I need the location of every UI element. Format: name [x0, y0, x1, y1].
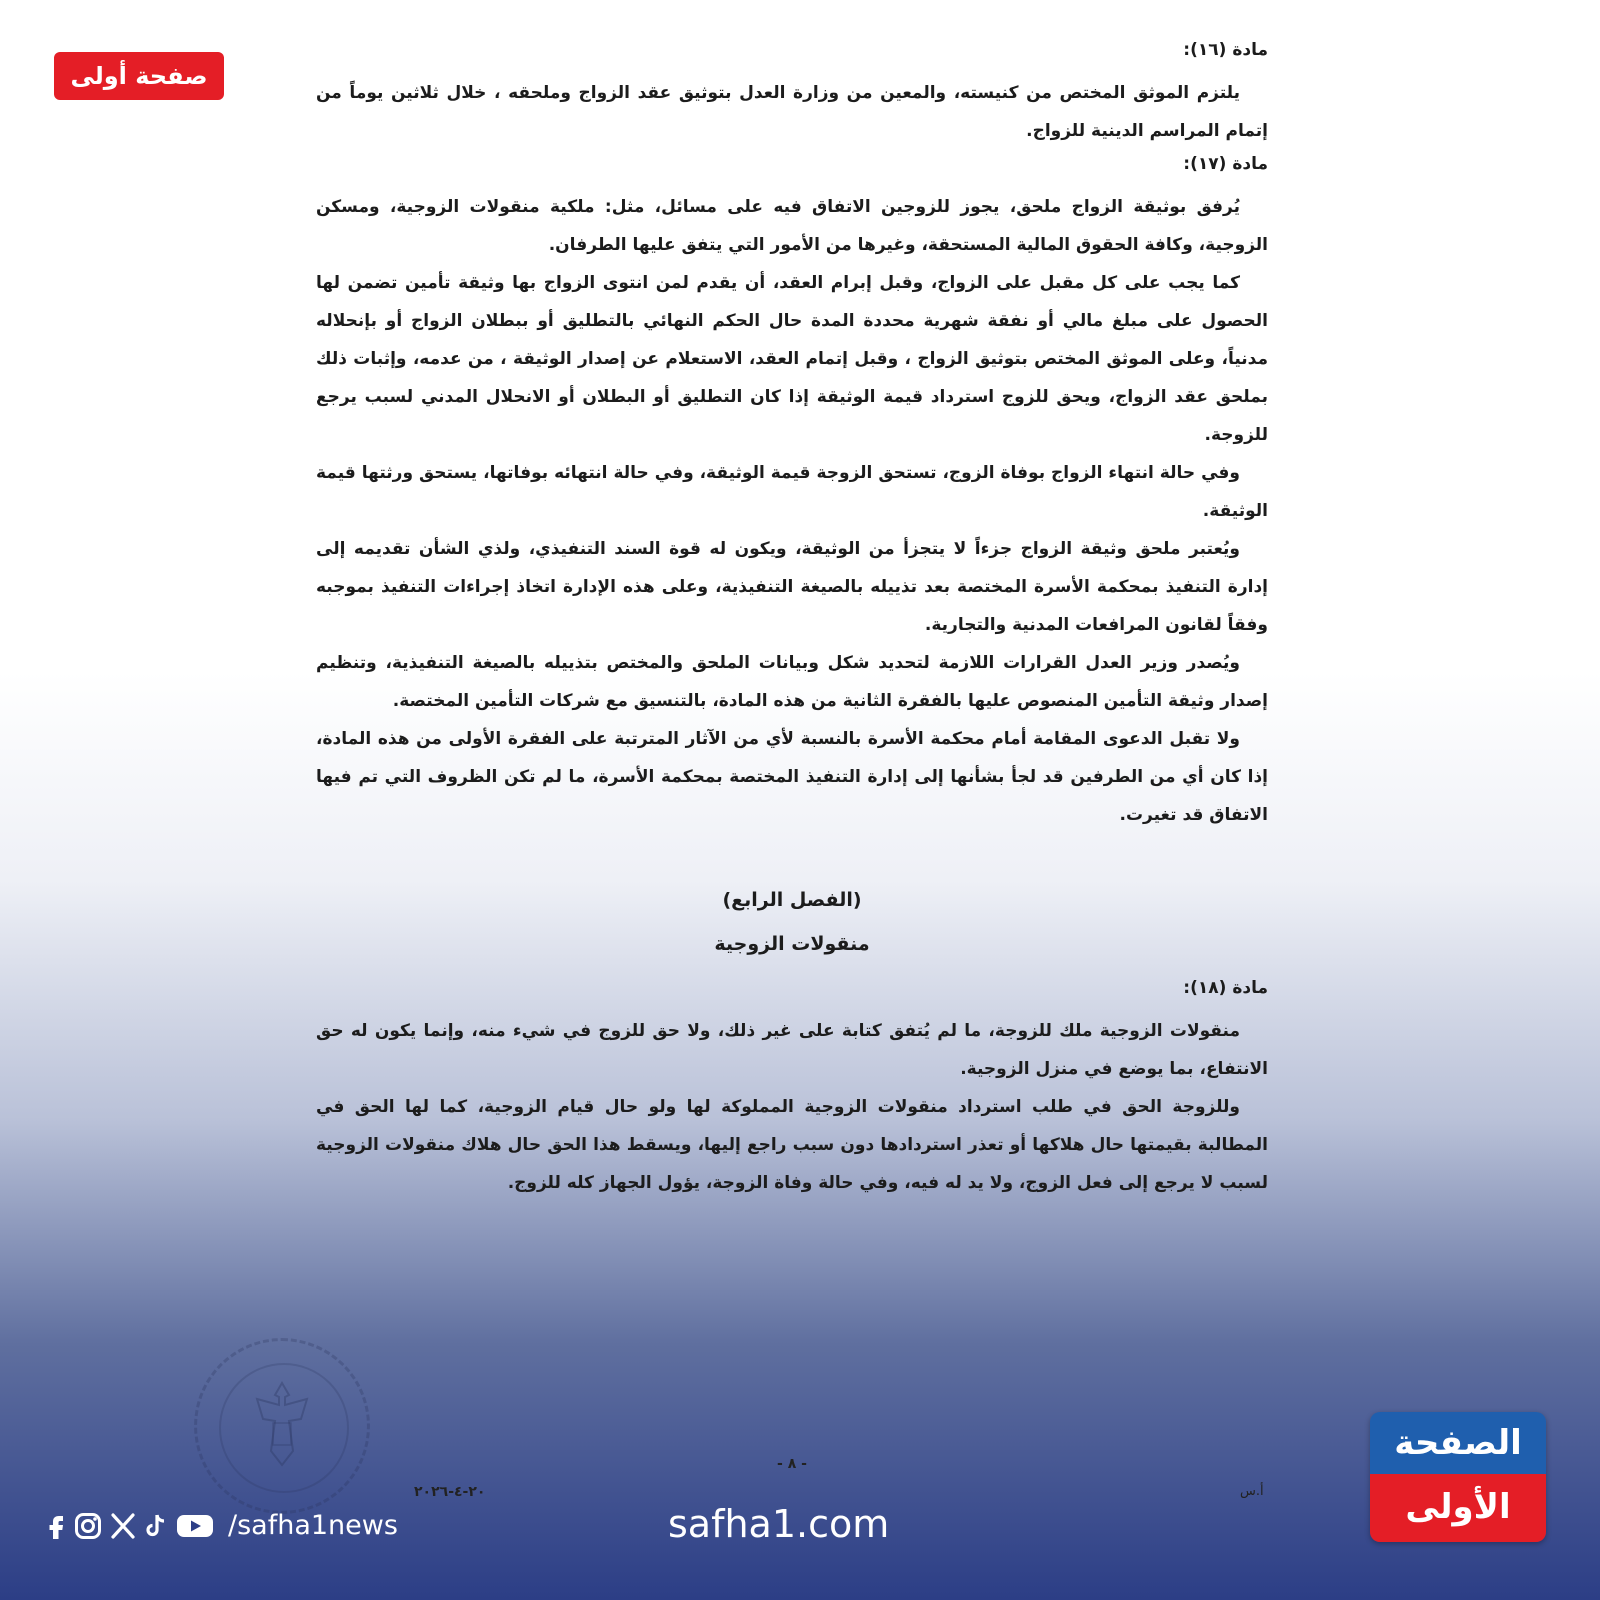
social-links: [46, 1510, 398, 1541]
article-17-paragraph-4: ويُعتبر ملحق وثيقة الزواج جزءاً لا يتجزأ من الوثيقة، ويكون له قوة السند التنفيذي، ولذي الشأن تقديمه إلى إدارة التنفيذ بمحكمة الأسرة المختصة بعد تذييله بالصيغة التنفيذية، وعلى هذه الإدارة اتخاذ إجراءات التنفيذ بموجبه وفقاً لقانون المرافعات المدنية والتجارية.: [316, 539, 1268, 635]
article-17-paragraph-5: ويُصدر وزير العدل القرارات اللازمة لتحديد شكل وبيانات الملحق والمختص بتذييله بالصيغة التنفيذية، وتنظيم إصدار وثيقة التأمين المنصوص عليها بالفقرة الثانية من هذه المادة، بالتنسيق مع شركات التأمين المختصة.: [316, 653, 1268, 711]
document-initials: أ.س: [1240, 1484, 1264, 1499]
tiktok-icon[interactable]: [144, 1512, 168, 1540]
x-icon[interactable]: [110, 1512, 136, 1540]
article-17-paragraph-3: وفي حالة انتهاء الزواج بوفاة الزوج، تستحق الزوجة قيمة الوثيقة، وفي حالة انتهائه بوفاتها، يستحق ورثتها قيمة الوثيقة.: [316, 463, 1268, 521]
article-16-paragraph-1: يلتزم الموثق المختص من كنيسته، والمعين من وزارة العدل بتوثيق عقد الزواج وملحقه ، خلال ثلاثين يوماً من إتمام المراسم الدينية للزواج.: [316, 83, 1268, 141]
youtube-icon[interactable]: [176, 1512, 214, 1540]
article-17-title: مادة (١٧):: [1183, 154, 1268, 174]
chapter-title: (الفصل الرابع): [722, 889, 862, 911]
logo-bottom-text: الأولى: [1370, 1474, 1546, 1542]
article-17-paragraph-1: يُرفق بوثيقة الزواج ملحق، يجوز للزوجين الاتفاق فيه على مسائل، مثل: ملكية منقولات الزوجية، ومسكن الزوجية، وكافة الحقوق المالية المستحقة، وغيرها من الأمور التي يتفق عليها الطرفان.: [316, 197, 1268, 255]
article-18-title: مادة (١٨):: [1183, 978, 1268, 998]
article-18-paragraph-1: منقولات الزوجية ملك للزوجة، ما لم يُتفق كتابة على غير ذلك، ولا حق للزوج في شيء منه، وإنما يكون له حق الانتفاع، بما يوضع في منزل الزوجية.: [316, 1021, 1268, 1079]
official-seal-stamp: [194, 1338, 370, 1514]
document-date: ٢٠-٤-٢٠٢٦: [414, 1484, 486, 1500]
website-url[interactable]: safha1.com: [668, 1502, 890, 1546]
article-17-paragraph-2: كما يجب على كل مقبل على الزواج، وقبل إبرام العقد، أن يقدم لمن انتوى الزواج بها وثيقة تأمين تضمن لها الحصول على مبلغ مالي أو نفقة شهرية محددة المدة حال الحكم النهائي بالتطليق أو ببطلان الزواج أو بإنحلاله مدنياً، وعلى الموثق المختص بتوثيق الزواج ، وقبل إتمام العقد، الاستعلام عن إصدار الوثيقة ، من عدمه، وإثبات ذلك بملحق عقد الزواج، ويحق للزوج استرداد قيمة الوثيقة إذا كان التطليق أو البطلان أو الانحلال المدني لسبب يرجع للزوجة.: [316, 273, 1268, 445]
article-17-paragraph-6: ولا تقبل الدعوى المقامة أمام محكمة الأسرة بالنسبة لأي من الآثار المترتبة على الفقرة الأولى من هذه المادة، إذا كان أي من الطرفين قد لجأ بشأنها إلى إدارة التنفيذ المختصة بمحكمة الأسرة، ما لم تكن الظروف التي تم فيها الاتفاق قد تغيرت.: [316, 729, 1268, 825]
facebook-icon[interactable]: [46, 1512, 66, 1540]
document-body: [316, 40, 1268, 1202]
logo-top-text: الصفحة: [1370, 1412, 1546, 1474]
social-handle[interactable]: /safha1news: [228, 1510, 398, 1541]
article-16-title: مادة (١٦):: [1183, 40, 1268, 60]
article-18-paragraph-2: وللزوجة الحق في طلب استرداد منقولات الزوجية المملوكة لها ولو حال قيام الزوجية، كما لها الحق في المطالبة بقيمتها حال هلاكها أو تعذر استردادها دون سبب راجع إليها، ويسقط هذا الحق حال هلاك منقولات الزوجية لسبب لا يرجع إلى فعل الزوج، ولا يد له فيه، وفي حالة وفاة الزوجة، يؤول الجهاز كله للزوج.: [316, 1097, 1268, 1193]
eagle-emblem-icon: [237, 1375, 327, 1475]
brand-logo: [1370, 1412, 1546, 1542]
chapter-subtitle: منقولات الزوجية: [714, 933, 870, 955]
page-number: - ٨ -: [777, 1456, 807, 1472]
instagram-icon[interactable]: [74, 1512, 102, 1540]
top-badge: صفحة أولى: [54, 52, 224, 100]
